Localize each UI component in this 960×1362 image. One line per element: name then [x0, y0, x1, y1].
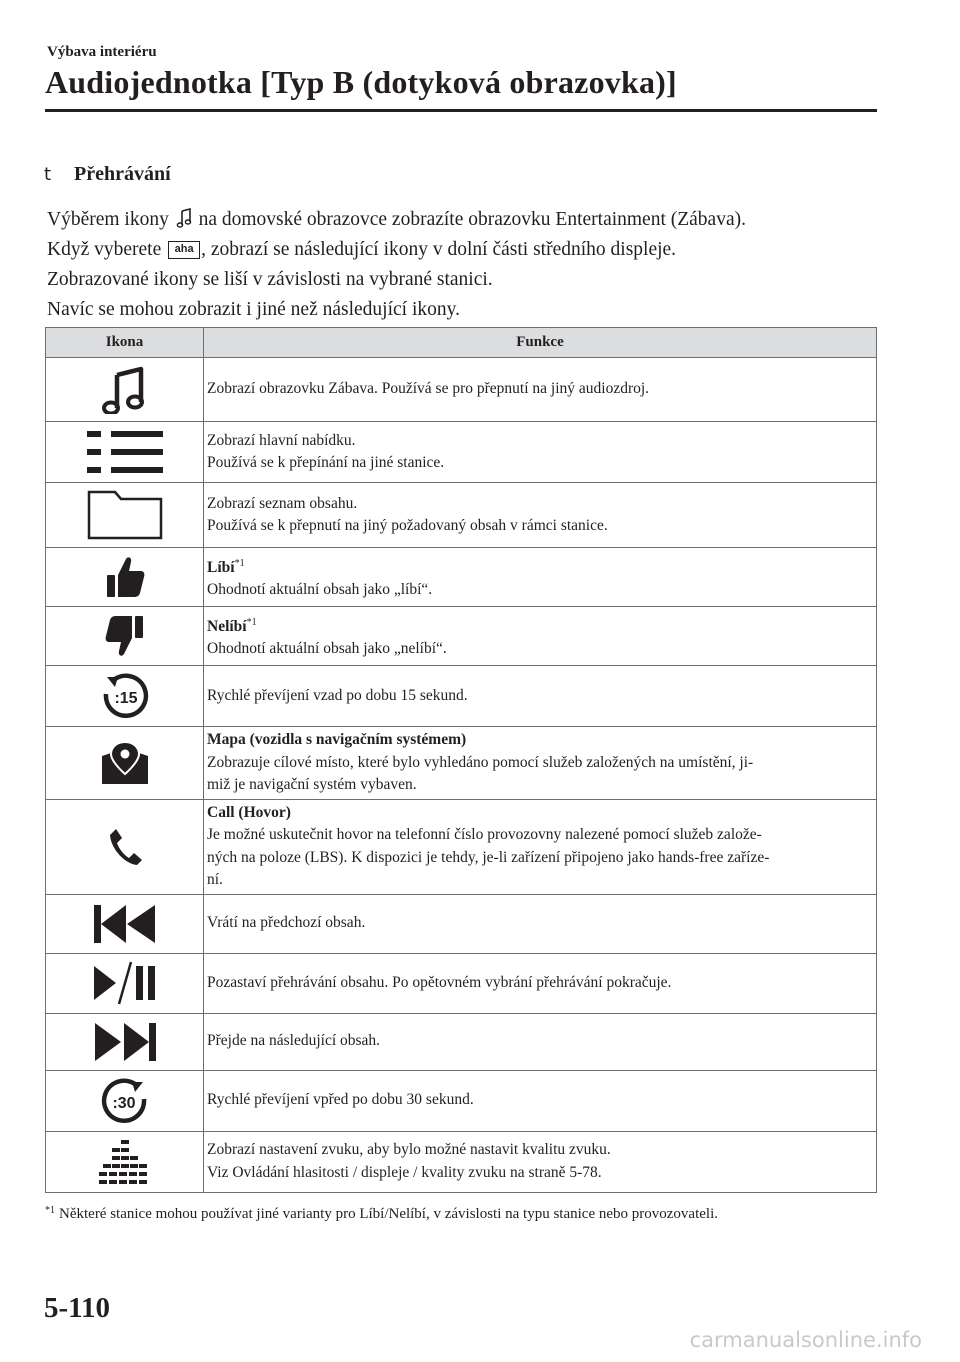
heading-rule: [45, 109, 877, 112]
icon-cell: [46, 799, 204, 894]
aha-icon: aha: [168, 241, 200, 259]
play-pause-icon: [92, 960, 158, 1006]
function-title: Call (Hovor): [207, 803, 291, 821]
icon-cell: [46, 422, 204, 483]
column-header-icon: Ikona: [46, 328, 204, 358]
intro-text: [47, 205, 877, 325]
footnote-ref: *1: [234, 557, 245, 569]
table-row: [46, 1131, 877, 1192]
footnote-ref: *1: [246, 616, 257, 628]
icon-cell: [46, 894, 204, 953]
table-row: [46, 953, 877, 1013]
icon-cell: [46, 358, 204, 422]
table-header-row: [46, 328, 877, 358]
function-line: Pozastaví přehrávání obsahu. Po opětovném vybrání přehrávání pokračuje.: [207, 973, 672, 991]
table-row: [46, 894, 877, 953]
function-line: Je možné uskutečnit hovor na telefonní číslo provozovny nalezené pomocí služeb založe-: [207, 826, 762, 843]
intro-line-1-end: na domovské obrazovce zobrazíte obrazovku Entertainment (Zábava).: [193, 209, 746, 230]
function-cell: [204, 894, 877, 953]
function-title-line: [207, 553, 870, 580]
function-cell: [204, 799, 877, 894]
table-row: [46, 483, 877, 548]
function-line: ní.: [207, 871, 223, 888]
footnote-marker: *1: [45, 1205, 55, 1216]
function-cell: [204, 358, 877, 422]
intro-line-2: [47, 235, 877, 265]
map-pin-icon: [100, 740, 150, 786]
table-row: [46, 799, 877, 894]
function-title: Líbí: [207, 558, 235, 576]
function-cell: [204, 548, 877, 607]
sound-settings-icon: [98, 1138, 152, 1186]
icon-cell: [46, 666, 204, 727]
function-cell: [204, 483, 877, 548]
function-cell: [204, 422, 877, 483]
table-row: [46, 666, 877, 727]
footnote-text: Některé stanice mohou používat jiné varianty pro Líbí/Nelíbí, v závislosti na typu stanice nebo provozovateli.: [59, 1206, 718, 1222]
function-line: Zobrazí nastavení zvuku, aby bylo možné nastavit kvalitu zvuku.: [207, 1141, 611, 1158]
function-line: Používá se k přepnutí na jiný požadovaný obsah v rámci stanice.: [207, 517, 608, 534]
music-note-icon: [102, 366, 148, 414]
thumbs-down-icon: [105, 614, 145, 658]
rewind-15-icon: [101, 672, 149, 720]
icon-cell: [46, 607, 204, 666]
function-title-line: [207, 612, 870, 639]
section-bullet-icon: t: [44, 164, 52, 185]
function-line: Zobrazí obrazovku Zábava. Používá se pro přepnutí na jiný audiozdroj.: [207, 380, 650, 398]
table-row: [46, 607, 877, 666]
page-title: Audiojednotka [Typ B (dotyková obrazovka)]: [45, 64, 677, 100]
table-row: [46, 1013, 877, 1070]
table-row: [46, 1070, 877, 1131]
function-cell: [204, 953, 877, 1013]
page-number: 5-110: [44, 1292, 111, 1324]
phone-icon: [107, 827, 143, 867]
icon-cell: [46, 1070, 204, 1131]
function-line: miž je navigační systém vybaven.: [207, 776, 417, 793]
function-line: Přejde na následující obsah.: [207, 1032, 381, 1050]
music-note-inline-icon: [176, 208, 192, 230]
function-line: Rychlé převíjení vpřed po dobu 30 sekund.: [207, 1091, 474, 1109]
icon-cell: [46, 953, 204, 1013]
function-cell: [204, 607, 877, 666]
function-title: Nelíbí: [207, 617, 247, 635]
function-cell: [204, 1131, 877, 1192]
intro-line-1-start: Výběrem ikony: [47, 209, 174, 230]
function-line: Ohodnotí aktuální obsah jako „nelíbí“.: [207, 640, 447, 657]
intro-line-2-start: Když vyberete: [47, 239, 167, 260]
icon-cell: [46, 727, 204, 800]
function-line: Vrátí na předchozí obsah.: [207, 914, 366, 932]
function-line: Zobrazí hlavní nabídku.: [207, 431, 356, 449]
next-track-icon: [93, 1021, 157, 1063]
thumbs-up-icon: [105, 555, 145, 599]
table-row: [46, 548, 877, 607]
icon-cell: [46, 1013, 204, 1070]
function-cell: [204, 1070, 877, 1131]
table-row: [46, 422, 877, 483]
table-row: [46, 358, 877, 422]
function-cell: [204, 1013, 877, 1070]
function-line: ných na poloze (LBS). K dispozici je tehdy, je-li zařízení připojeno jako hands-free zaříze-: [207, 848, 770, 866]
function-line: Zobrazí seznam obsahu.: [207, 494, 358, 512]
function-title: Mapa (vozidla s navigačním systémem): [207, 731, 467, 748]
function-line: Ohodnotí aktuální obsah jako „líbí“.: [207, 581, 433, 598]
intro-line-4: Navíc se mohou zobrazit i jiné než následující ikony.: [47, 299, 460, 320]
column-header-function: Funkce: [204, 328, 877, 358]
section-title: Přehrávání: [74, 163, 171, 185]
table-row: [46, 727, 877, 800]
watermark: carmanualsonline.info: [689, 1328, 922, 1352]
forward-30-icon: [101, 1077, 149, 1125]
running-head: Výbava interiéru: [47, 44, 157, 60]
function-line: Používá se k přepínání na jiné stanice.: [207, 454, 445, 471]
icon-cell: [46, 483, 204, 548]
icon-cell: [46, 1131, 204, 1192]
function-line: Rychlé převíjení vzad po dobu 15 sekund.: [207, 686, 468, 704]
forward-30-label: :30: [111, 1094, 136, 1112]
previous-track-icon: [93, 903, 157, 945]
footnote: [45, 1205, 718, 1223]
section-heading: [44, 163, 171, 186]
icon-cell: [46, 548, 204, 607]
rewind-15-label: :15: [113, 690, 138, 707]
function-line: Zobrazuje cílové místo, které bylo vyhledáno pomocí služeb založených na umístění, ji-: [207, 753, 754, 771]
intro-line-1: [47, 205, 877, 235]
folder-icon: [87, 490, 163, 540]
intro-line-2-end: , zobrazí se následující ikony v dolní části středního displeje.: [201, 239, 677, 260]
function-line: Viz Ovládání hlasitosti / displeje / kvality zvuku na straně 5-78.: [207, 1163, 602, 1181]
intro-line-3: Zobrazované ikony se liší v závislosti na vybrané stanici.: [47, 269, 493, 290]
function-cell: [204, 666, 877, 727]
icon-function-table: [45, 327, 877, 1193]
menu-list-icon: [85, 428, 165, 476]
function-cell: [204, 727, 877, 800]
